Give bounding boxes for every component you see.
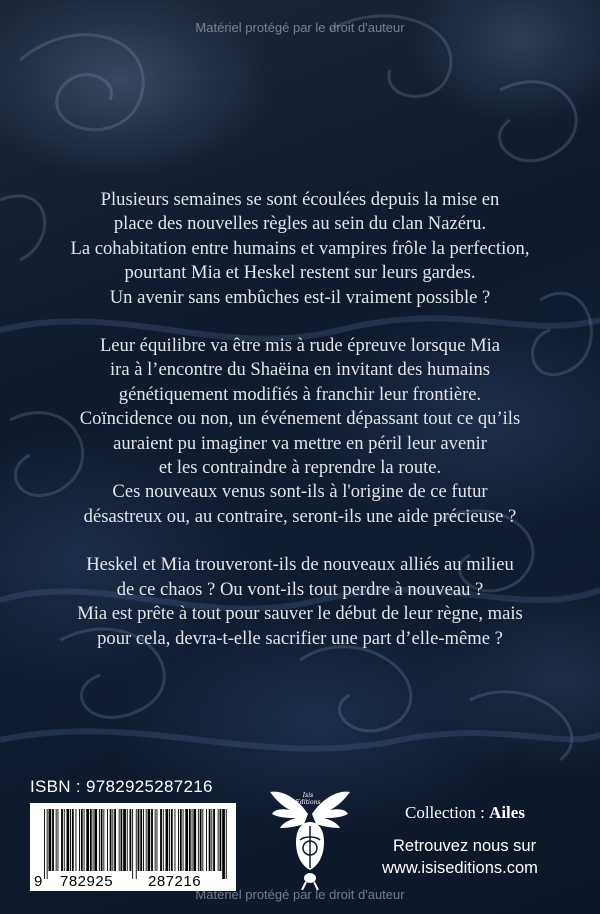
- barcode-bar: [84, 809, 85, 871]
- barcode-bar: [226, 809, 227, 879]
- barcode-bar: [151, 809, 153, 871]
- barcode-bar: [209, 809, 211, 871]
- barcode-bar: [94, 809, 97, 871]
- barcode-bar: [86, 809, 89, 871]
- barcode-bar: [47, 809, 48, 879]
- barcode-bar: [202, 809, 203, 871]
- barcode-bar: [220, 809, 222, 871]
- barcode-digit-lead: 9: [34, 873, 43, 890]
- barcode-bar: [58, 809, 59, 871]
- barcode-bar: [90, 809, 92, 871]
- barcode-bar: [123, 809, 126, 871]
- barcode-bar: [130, 809, 132, 871]
- barcode-bar: [180, 809, 182, 871]
- barcode-bar: [44, 809, 45, 879]
- blurb-paragraph-2: [30, 334, 570, 529]
- barcode-bar: [107, 809, 108, 871]
- blurb-line: Mia est prête à tout pour sauver le début de leur règne, mais: [77, 603, 523, 625]
- barcode-bar: [67, 809, 70, 871]
- barcode-bar: [52, 809, 54, 871]
- collection-line: [405, 803, 525, 823]
- barcode-bar: [155, 809, 156, 871]
- isbn-label: ISBN : 9782925287216: [30, 777, 213, 796]
- blurb-line: Ces nouveaux venus sont-ils à l'origine de ce futur: [112, 481, 488, 503]
- barcode-bar: [101, 809, 103, 871]
- barcode-bar: [61, 809, 63, 871]
- blurb-paragraph-1: [30, 188, 570, 310]
- barcode-bar: [171, 809, 173, 871]
- barcode-bar: [211, 809, 212, 871]
- blurb-line: ira à l’encontre du Shaëina en invitant des humains: [109, 359, 491, 381]
- publisher-website-link[interactable]: www.isiseditions.com: [382, 859, 538, 877]
- barcode-bar: [56, 809, 57, 871]
- barcode-bar: [200, 809, 202, 871]
- blurb-line: Plusieurs semaines se sont écoulées depuis la mise en: [100, 189, 500, 210]
- barcode-bar: [183, 809, 184, 871]
- barcode-bar: [193, 809, 196, 871]
- blurb-line: désastreux ou, au contraire, seront-ils une aide précieuse ?: [83, 505, 517, 527]
- barcode-bar: [64, 809, 65, 871]
- blurb-line: pour cela, devra-t-elle sacrifier une part d’elle-même ?: [97, 627, 503, 649]
- barcode-digits-right: 287216: [148, 873, 202, 890]
- barcode-bar: [140, 809, 142, 871]
- find-us-text: Retrouvez nous sur: [393, 837, 537, 855]
- barcode-bar: [218, 809, 219, 871]
- blurb-line: Un avenir sans embûches est-il vraiment possible ?: [109, 286, 491, 308]
- barcode-bar: [138, 809, 140, 871]
- barcode-bar: [189, 809, 191, 871]
- collection-name: Ailes: [489, 803, 525, 822]
- collection-prefix: Collection :: [405, 803, 490, 822]
- copyright-watermark-bottom: Matériel protégé par le droit d'auteur: [195, 887, 405, 902]
- barcode-bar: [198, 809, 199, 871]
- barcode-bar: [49, 809, 52, 871]
- barcode-bar: [121, 809, 123, 871]
- barcode-bar: [79, 809, 80, 871]
- blurb-line: et les contraindre à reprendre la route.: [158, 457, 442, 479]
- publisher-logo-text: Isis Editions: [295, 792, 321, 806]
- blurb-line: Heskel et Mia trouveront-ils de nouveaux alliés au milieu: [86, 554, 514, 576]
- barcode-bar: [99, 809, 100, 871]
- blurb-paragraph-3: [30, 553, 570, 651]
- blurb-line: auraient pu imaginer va mettre en péril leur avenir: [113, 432, 487, 454]
- barcode-bar: [175, 809, 176, 871]
- blurb-line: pourtant Mia et Heskel restent sur leurs gardes.: [124, 262, 476, 284]
- barcode-bar: [222, 809, 225, 879]
- barcode-bar: [206, 809, 207, 871]
- barcode-bar: [70, 809, 71, 871]
- barcode-digits-left: 782925: [60, 873, 114, 890]
- barcode-bar: [81, 809, 83, 871]
- barcode-bar: [213, 809, 215, 871]
- barcode-bar: [110, 809, 112, 871]
- barcode-bar: [112, 809, 113, 871]
- barcode-bar: [132, 809, 133, 879]
- barcode-bar: [127, 809, 128, 871]
- copyright-watermark-top: Matériel protégé par le droit d'auteur: [195, 20, 405, 35]
- barcode-bar: [103, 809, 104, 871]
- barcode-bar: [160, 809, 162, 871]
- barcode: [30, 803, 236, 891]
- blurb-line: Leur équilibre va être mis à rude épreuve lorsque Mia: [99, 335, 501, 357]
- barcode-bar: [146, 809, 147, 871]
- blurb-line: génétiquement modifiés à franchir leur frontière.: [118, 383, 482, 405]
- blurb-text: [30, 188, 570, 675]
- barcode-bar: [136, 809, 137, 879]
- barcode-bar: [148, 809, 151, 871]
- blurb-line: place des nouvelles règles au sein du clan Nazéru.: [113, 213, 487, 235]
- barcode-bar: [114, 809, 116, 871]
- blurb-line: de ce chaos ? Ou vont-ils tout perdre à nouveau ?: [116, 578, 484, 600]
- barcode-bar: [166, 809, 169, 871]
- barcode-bar: [72, 809, 74, 871]
- barcode-bar: [169, 809, 170, 871]
- barcode-bar: [178, 809, 179, 871]
- barcode-bar: [157, 809, 158, 871]
- blurb-line: Coïncidence ou non, un événement dépassant tout ce qu’ils: [79, 408, 521, 430]
- barcode-bar: [76, 809, 77, 871]
- barcode-bar: [119, 809, 120, 871]
- barcode-bar: [192, 809, 193, 871]
- barcode-bar: [143, 809, 144, 871]
- barcode-bar: [163, 809, 164, 871]
- barcode-bar: [93, 809, 94, 871]
- barcode-bar: [185, 809, 188, 871]
- blurb-line: La cohabitation entre humains et vampires frôle la perfection,: [70, 237, 530, 259]
